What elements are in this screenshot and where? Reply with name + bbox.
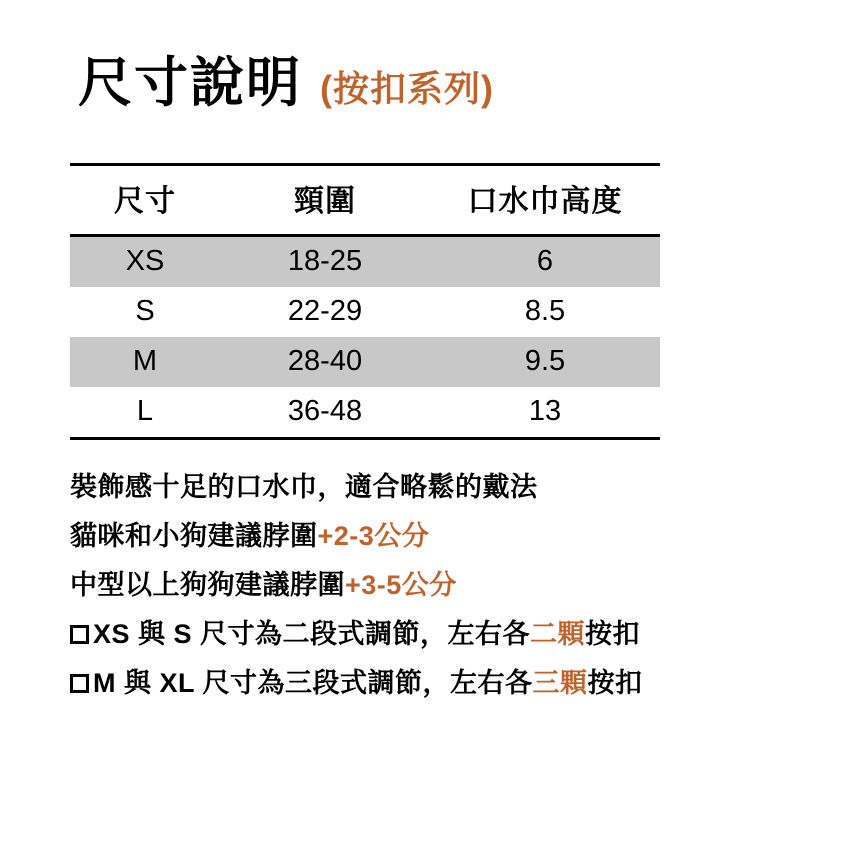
table-header-size: 尺寸 — [70, 165, 220, 236]
note-text: 中型以上狗狗建議脖圍 — [70, 570, 345, 601]
cell-height: 13 — [430, 387, 660, 439]
note-accent-text: +2-3公分 — [317, 521, 430, 552]
cell-size: M — [70, 337, 220, 387]
note-accent-text: +3-5公分 — [345, 570, 457, 601]
table-row — [70, 287, 660, 337]
cell-neck: 28-40 — [220, 337, 430, 387]
table-row — [70, 337, 660, 387]
square-bullet-icon — [70, 625, 89, 644]
table-header-height: 口水巾高度 — [430, 165, 660, 236]
cell-neck: 36-48 — [220, 387, 430, 439]
cell-height: 6 — [430, 236, 660, 288]
cell-height: 9.5 — [430, 337, 660, 387]
square-bullet-icon — [70, 674, 89, 693]
cell-neck: 18-25 — [220, 236, 430, 288]
note-text-tail: 按扣 — [585, 619, 641, 650]
table-header-neck: 頸圍 — [220, 165, 430, 236]
note-line — [70, 474, 800, 501]
title-subtitle-text: (按扣系列) — [320, 68, 494, 109]
title-main-text: 尺寸說明 — [78, 53, 302, 113]
table-header-row — [70, 165, 660, 236]
note-line — [70, 670, 800, 697]
note-line — [70, 572, 800, 599]
note-text: 貓咪和小狗建議脖圍 — [70, 521, 318, 552]
cell-size: S — [135, 295, 155, 328]
page-title — [78, 54, 800, 113]
note-text: M 與 XL 尺寸為三段式調節，左右各 — [93, 668, 533, 699]
table-row — [70, 236, 660, 288]
note-text: XS 與 S 尺寸為二段式調節，左右各 — [93, 619, 531, 650]
note-text: 裝飾感十足的口水巾，適合略鬆的戴法 — [70, 472, 538, 503]
table-row — [70, 387, 660, 439]
note-accent-text: 二顆 — [530, 619, 586, 650]
cell-size: L — [70, 387, 220, 439]
cell-height: 8.5 — [524, 295, 566, 328]
note-text-tail: 按扣 — [587, 668, 643, 699]
size-table — [70, 163, 660, 440]
note-line — [70, 523, 800, 550]
notes-section — [70, 474, 800, 697]
cell-size: XS — [70, 236, 220, 288]
note-accent-text: 三顆 — [532, 668, 588, 699]
cell-neck: 22-29 — [287, 295, 363, 328]
note-line — [70, 621, 800, 648]
